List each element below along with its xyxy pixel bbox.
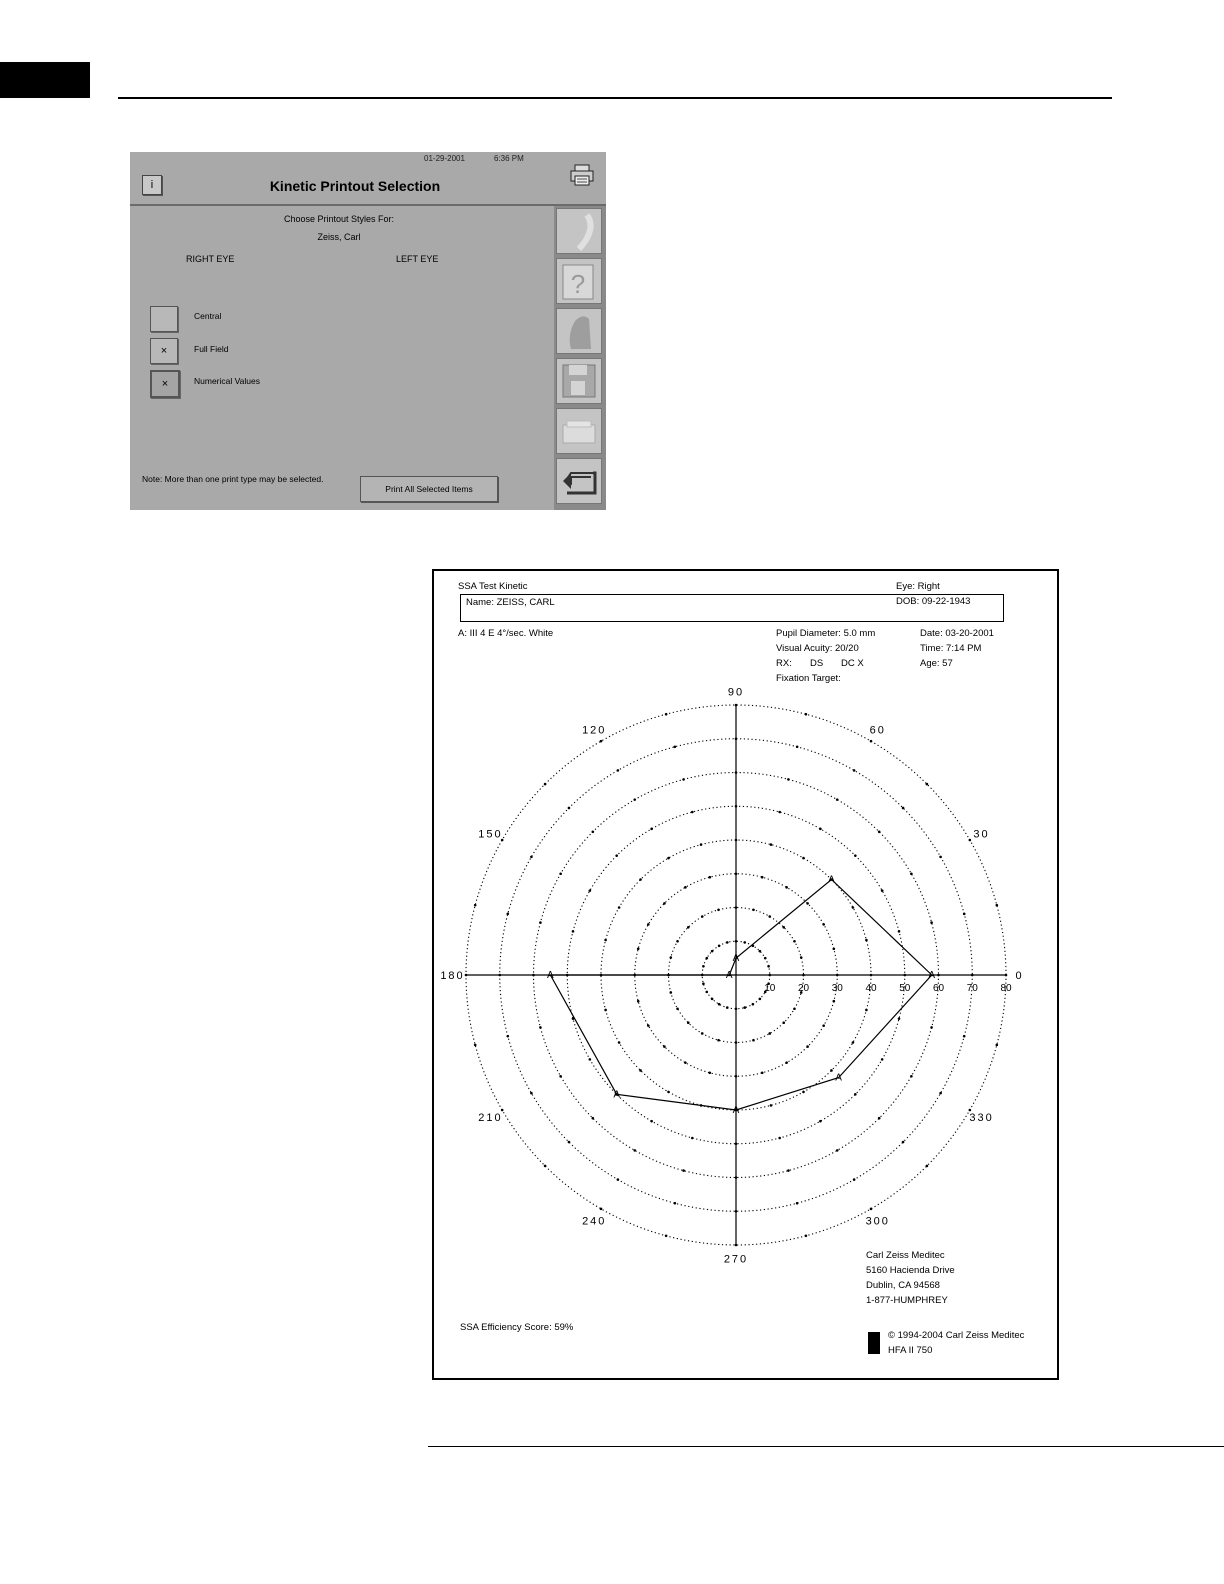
meridian-tick xyxy=(830,1069,833,1072)
meridian-tick xyxy=(559,872,562,875)
meridian-tick xyxy=(881,889,884,892)
radial-tick-label: 60 xyxy=(932,983,945,994)
meridian-tick xyxy=(802,857,805,860)
meridian-tick xyxy=(639,1069,642,1072)
radial-tick-label: 80 xyxy=(1000,983,1012,994)
isopter-point: A xyxy=(613,1089,621,1101)
address-line-2: 5160 Hacienda Drive xyxy=(866,1265,955,1276)
meridian-tick xyxy=(726,1006,729,1009)
meridian-tick xyxy=(761,876,764,879)
meridian-tick xyxy=(615,854,618,857)
screen-header xyxy=(130,152,606,206)
meridian-tick xyxy=(764,957,767,960)
efficiency-score: SSA Efficiency Score: 59% xyxy=(460,1322,574,1333)
meridian-tick xyxy=(532,974,535,977)
meridian-tick xyxy=(735,805,738,808)
meridian-tick xyxy=(708,1072,711,1075)
meridian-tick xyxy=(633,798,636,801)
meridian-tick xyxy=(853,1178,856,1181)
meridian-tick xyxy=(530,856,533,859)
meridian-tick xyxy=(939,1092,942,1095)
test-time: Time: 7:14 PM xyxy=(920,643,982,654)
address-line-1: Carl Zeiss Meditec xyxy=(866,1250,945,1261)
patient-name: Zeiss, Carl xyxy=(317,232,361,242)
angle-label: 240 xyxy=(582,1215,607,1228)
angle-label: 300 xyxy=(865,1215,890,1228)
meridian-tick xyxy=(691,811,694,814)
top-divider xyxy=(118,97,1112,99)
meridian-tick xyxy=(796,1202,799,1205)
blank-icon xyxy=(557,209,601,253)
meridian-tick xyxy=(592,831,595,834)
meridian-tick xyxy=(702,982,705,985)
isopter-point: A xyxy=(828,874,835,886)
test-date: Date: 03-20-2001 xyxy=(920,628,994,639)
meridian-tick xyxy=(717,1039,720,1042)
meridian-tick xyxy=(637,947,640,950)
meridian-tick xyxy=(735,940,738,943)
meridian-tick xyxy=(870,974,873,977)
meridian-tick xyxy=(865,1009,868,1012)
full-field-checkbox[interactable]: × xyxy=(150,338,178,364)
rx-label: RX: xyxy=(776,658,792,669)
angle-label: 270 xyxy=(723,1253,749,1266)
angle-label: 0 xyxy=(1015,970,1024,982)
meridian-tick xyxy=(530,1092,533,1095)
meridian-tick xyxy=(819,1120,822,1123)
meridian-tick xyxy=(833,1000,836,1003)
choose-styles-label: Choose Printout Styles For: xyxy=(283,214,395,224)
full-field-option-label: Full Field xyxy=(194,344,229,354)
meridian-tick xyxy=(682,778,685,781)
meridian-tick xyxy=(796,746,799,749)
meridian-tick xyxy=(1005,974,1008,977)
side-toolbar xyxy=(554,206,606,510)
numerical-values-option-label: Numerical Values xyxy=(194,376,260,386)
meridian-tick xyxy=(806,902,809,905)
meridian-tick xyxy=(670,956,673,959)
meridian-tick xyxy=(939,856,942,859)
meridian-tick xyxy=(778,811,781,814)
meridian-tick xyxy=(735,704,738,707)
patient-name-field: Name: ZEISS, CARL xyxy=(466,597,555,608)
meridian-tick xyxy=(735,1210,738,1213)
blank-button[interactable] xyxy=(556,208,602,254)
meridian-tick xyxy=(793,940,796,943)
meridian-tick xyxy=(684,886,687,889)
meridian-tick xyxy=(865,939,868,942)
meridian-tick xyxy=(735,737,738,740)
meridian-tick xyxy=(711,950,714,953)
patient-age: Age: 57 xyxy=(920,658,953,669)
meridian-tick xyxy=(568,1141,571,1144)
isopter-line xyxy=(550,880,931,1111)
meridian-tick xyxy=(735,872,738,875)
meridian-tick xyxy=(592,1117,595,1120)
meridian-tick xyxy=(878,1117,881,1120)
angle-label: 150 xyxy=(478,828,503,841)
meridian-tick xyxy=(637,1000,640,1003)
meridian-tick xyxy=(498,974,501,977)
meridian-tick xyxy=(910,1075,913,1078)
meridian-tick xyxy=(702,965,705,968)
meridian-tick xyxy=(903,974,906,977)
meridian-tick xyxy=(539,1026,542,1029)
angle-label: 120 xyxy=(582,724,607,737)
meridian-tick xyxy=(600,740,603,743)
return-icon xyxy=(557,459,601,503)
screen-title: Kinetic Printout Selection xyxy=(269,178,441,194)
meridian-tick xyxy=(898,1017,901,1020)
meridian-tick xyxy=(902,807,905,810)
paper-button[interactable] xyxy=(556,408,602,454)
isopter-point: A xyxy=(732,1105,740,1116)
eye-label: Eye: Right xyxy=(896,581,940,592)
meridian-tick xyxy=(782,1021,785,1024)
meridian-tick xyxy=(618,906,621,909)
meridian-tick xyxy=(604,1009,607,1012)
meridian-tick xyxy=(687,1021,690,1024)
address-line-4: 1-877-HUMPHREY xyxy=(866,1295,948,1306)
meridian-tick xyxy=(604,939,607,942)
dob-field: DOB: 09-22-1943 xyxy=(896,596,971,607)
meridian-tick xyxy=(708,876,711,879)
meridian-tick xyxy=(802,974,805,977)
meridian-tick xyxy=(507,1035,510,1038)
right-eye-label: RIGHT EYE xyxy=(186,254,235,264)
meridian-tick xyxy=(711,998,714,1001)
meridian-tick xyxy=(902,1141,905,1144)
meridian-tick xyxy=(759,950,762,953)
meridian-tick xyxy=(474,1044,477,1047)
radial-tick-label: 10 xyxy=(764,983,776,994)
meridian-tick xyxy=(770,1104,773,1107)
isopter-point: A xyxy=(547,970,554,981)
meridian-tick xyxy=(898,930,901,933)
meridian-tick xyxy=(926,783,929,786)
meridian-tick xyxy=(647,923,650,926)
meridian-tick xyxy=(465,974,468,977)
meridian-tick xyxy=(701,1032,704,1035)
meridian-tick xyxy=(852,1041,855,1044)
meridian-tick xyxy=(778,1137,781,1140)
kinetic-printout xyxy=(432,569,1059,1380)
meridian-tick xyxy=(759,998,762,1001)
return-button[interactable] xyxy=(556,458,602,504)
meridian-tick xyxy=(926,1165,929,1168)
print-all-selected-button[interactable]: Print All Selected Items xyxy=(360,476,498,502)
stimulus-field: A: III 4 E 4°/sec. White xyxy=(458,628,554,639)
page-tab-marker xyxy=(0,62,90,98)
angle-label: 330 xyxy=(969,1111,994,1124)
meridian-tick xyxy=(752,909,755,912)
rx-ds: DS xyxy=(810,658,824,669)
meridian-tick xyxy=(767,965,770,968)
meridian-tick xyxy=(691,1137,694,1140)
meridian-tick xyxy=(618,1041,621,1044)
meridian-tick xyxy=(963,913,966,916)
meridian-tick xyxy=(718,944,721,947)
meridian-tick xyxy=(752,1003,755,1006)
disk-icon xyxy=(557,359,601,403)
meridian-tick xyxy=(559,1075,562,1078)
meridian-tick xyxy=(650,828,653,831)
meridian-tick xyxy=(870,1208,873,1211)
meridian-tick xyxy=(674,746,677,749)
pupil-diameter: Pupil Diameter: 5.0 mm xyxy=(776,628,876,639)
meridian-tick xyxy=(996,904,999,907)
meridian-tick xyxy=(996,1044,999,1047)
meridian-tick xyxy=(539,921,542,924)
numerical-values-checkbox[interactable]: × xyxy=(150,370,180,398)
meridian-tick xyxy=(787,1169,790,1172)
meridian-tick xyxy=(836,974,839,977)
meridian-tick xyxy=(735,1007,738,1010)
meridian-tick xyxy=(785,886,788,889)
meridian-tick xyxy=(701,915,704,918)
meridian-tick xyxy=(633,1149,636,1152)
svg-text:?: ? xyxy=(570,269,586,299)
meridian-tick xyxy=(670,991,673,994)
meridian-tick xyxy=(650,1120,653,1123)
isopter-point: A xyxy=(835,1072,842,1084)
meridian-tick xyxy=(870,740,873,743)
meridian-tick xyxy=(963,1035,966,1038)
rx-dc: DC X xyxy=(841,658,864,669)
meridian-tick xyxy=(785,1061,788,1064)
meridian-tick xyxy=(544,783,547,786)
meridian-tick xyxy=(969,839,972,842)
isopter-point: A xyxy=(732,953,740,965)
meridian-tick xyxy=(735,771,738,774)
central-checkbox[interactable] xyxy=(150,306,178,332)
meridian-tick xyxy=(726,941,729,944)
meridian-tick xyxy=(589,889,592,892)
printout-options-panel xyxy=(130,206,554,510)
meridian-tick xyxy=(802,1091,805,1094)
copyright-line: © 1994-2004 Carl Zeiss Meditec xyxy=(888,1330,1025,1341)
zeiss-logo-icon xyxy=(868,1332,880,1354)
meridian-tick xyxy=(717,909,720,912)
meridian-tick xyxy=(735,906,738,909)
kinetic-polar-chart xyxy=(434,571,1057,1378)
meridian-tick xyxy=(705,957,708,960)
bottom-divider xyxy=(428,1446,1224,1447)
meridian-tick xyxy=(687,926,690,929)
meridian-tick xyxy=(805,1235,808,1238)
meridian-tick xyxy=(761,1072,764,1075)
meridian-tick xyxy=(667,857,670,860)
meridian-tick xyxy=(836,798,839,801)
model-line: HFA II 750 xyxy=(888,1345,933,1356)
meridian-tick xyxy=(718,1003,721,1006)
central-option-label: Central xyxy=(194,311,222,321)
meridian-tick xyxy=(743,941,746,944)
meridian-tick xyxy=(881,1058,884,1061)
meridian-tick xyxy=(674,1202,677,1205)
meridian-tick xyxy=(752,1039,755,1042)
meridian-tick xyxy=(676,1007,679,1010)
meridian-tick xyxy=(768,974,771,977)
meridian-tick xyxy=(822,923,825,926)
radial-tick-label: 70 xyxy=(966,983,978,994)
angle-label: 180 xyxy=(440,970,465,982)
meridian-tick xyxy=(854,1093,857,1096)
meridian-tick xyxy=(782,926,785,929)
meridian-tick xyxy=(819,828,822,831)
meridian-tick xyxy=(507,913,510,916)
head-icon xyxy=(557,309,601,353)
meridian-tick xyxy=(474,904,477,907)
meridian-tick xyxy=(800,956,803,959)
save-disk-button[interactable] xyxy=(556,358,602,404)
radial-tick-label: 20 xyxy=(797,983,810,994)
head-button[interactable] xyxy=(556,308,602,354)
meridian-tick xyxy=(770,843,773,846)
meridian-tick xyxy=(705,991,708,994)
meridian-tick xyxy=(735,1142,738,1145)
meridian-tick xyxy=(937,974,940,977)
meridian-tick xyxy=(735,1176,738,1179)
meridian-tick xyxy=(589,1058,592,1061)
meridian-tick xyxy=(665,1235,668,1238)
meridian-tick xyxy=(805,713,808,716)
angle-label: 90 xyxy=(727,686,745,699)
radial-tick-label: 40 xyxy=(865,983,877,994)
angle-label: 30 xyxy=(973,828,990,841)
fixation-target: Fixation Target: xyxy=(776,673,841,684)
radial-tick-label: 50 xyxy=(899,983,911,994)
help-button[interactable] xyxy=(556,258,602,304)
address-line-3: Dublin, CA 94568 xyxy=(866,1280,940,1291)
meridian-tick xyxy=(768,1032,771,1035)
meridian-tick xyxy=(930,921,933,924)
meridian-tick xyxy=(647,1024,650,1027)
meridian-tick xyxy=(735,839,738,842)
printer-icon[interactable] xyxy=(570,164,594,186)
meridian-tick xyxy=(853,769,856,772)
kinetic-printout-screen xyxy=(130,152,606,510)
meridian-tick xyxy=(806,1045,809,1048)
meridian-tick xyxy=(878,831,881,834)
meridian-tick xyxy=(617,1178,620,1181)
meridian-tick xyxy=(768,915,771,918)
left-eye-label: LEFT EYE xyxy=(396,254,439,264)
meridian-tick xyxy=(793,1007,796,1010)
meridian-tick xyxy=(854,854,857,857)
isopter-point: A xyxy=(725,970,733,981)
meridian-tick xyxy=(663,1045,666,1048)
meridian-tick xyxy=(544,1165,547,1168)
meridian-tick xyxy=(735,1075,738,1078)
meridian-tick xyxy=(930,1026,933,1029)
paper-icon xyxy=(557,409,601,453)
visual-acuity: Visual Acuity: 20/20 xyxy=(776,643,859,654)
meridian-tick xyxy=(568,807,571,810)
meridian-tick xyxy=(822,1024,825,1027)
meridian-tick xyxy=(735,1244,738,1247)
meridian-tick xyxy=(665,713,668,716)
meridian-tick xyxy=(743,1006,746,1009)
help-icon xyxy=(557,259,601,303)
meridian-tick xyxy=(852,906,855,909)
meridian-tick xyxy=(639,878,642,881)
radial-tick-label: 30 xyxy=(831,983,843,994)
info-button[interactable]: i xyxy=(142,175,162,195)
meridian-tick xyxy=(735,1041,738,1044)
test-name: SSA Test Kinetic xyxy=(458,581,528,592)
meridian-tick xyxy=(667,1091,670,1094)
meridian-tick xyxy=(836,1149,839,1152)
meridian-tick xyxy=(684,1061,687,1064)
header-time: 6:36 PM xyxy=(494,154,524,163)
meridian-tick xyxy=(572,930,575,933)
angle-label: 60 xyxy=(869,724,886,737)
meridian-tick xyxy=(676,940,679,943)
meridian-tick xyxy=(787,778,790,781)
meridian-tick xyxy=(663,902,666,905)
multi-select-note: Note: More than one print type may be selected. xyxy=(142,474,324,484)
meridian-tick xyxy=(833,947,836,950)
meridian-tick xyxy=(617,769,620,772)
isopter-point: A xyxy=(928,970,936,981)
meridian-tick xyxy=(600,1208,603,1211)
meridian-tick xyxy=(700,843,703,846)
meridian-tick xyxy=(910,872,913,875)
header-date: 01-29-2001 xyxy=(424,154,465,163)
meridian-tick xyxy=(682,1169,685,1172)
angle-label: 210 xyxy=(478,1111,503,1124)
meridian-tick xyxy=(971,974,974,977)
